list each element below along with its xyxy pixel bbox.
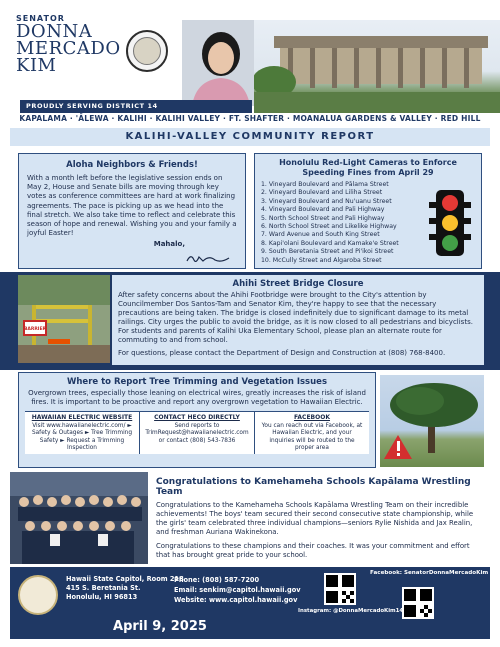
option-contact-heading: CONTACT HECO DIRECTLY	[154, 414, 240, 421]
qr-code-icon[interactable]	[402, 587, 434, 619]
wrestling-team-photo	[10, 472, 148, 564]
qr-code-icon[interactable]	[324, 573, 356, 605]
option-contact-body: Send reports to TrimRequest@hawaiianelectric.com or contact (808) 543-7836	[145, 423, 249, 444]
report-title: KALIHI-VALLEY COMMUNITY REPORT	[10, 128, 490, 146]
tree-photo	[380, 375, 484, 467]
barrier-sign-text: BARRIER	[23, 327, 47, 332]
list-item: 4. Vineyard Boulevard and Pali Highway	[261, 206, 385, 214]
list-item: 2. Vineyard Boulevard and Liliha Street	[261, 189, 383, 197]
red-light-cameras-box	[254, 153, 482, 269]
option-contact	[140, 412, 255, 454]
cameras-title: Honolulu Red-Light Cameras to Enforce Speeding Fines from April 29	[279, 158, 457, 177]
bridge-contact: For questions, please contact the Department of Design and Construction at (808) 768-8400.	[118, 349, 446, 357]
name-line-1: DONNA	[16, 21, 93, 42]
state-senate-seal-icon	[126, 30, 168, 72]
website-link[interactable]: Website: www.capitol.hawaii.gov	[174, 596, 298, 604]
instagram-handle: Instagram: @DonnaMercadoKim14	[298, 608, 404, 614]
publication-date: April 9, 2025	[113, 619, 207, 634]
list-item: 1. Vineyard Boulevard and Pālama Street	[261, 181, 389, 188]
name-line-3: KIM	[16, 55, 57, 76]
aloha-title: Aloha Neighbors & Friends!	[66, 160, 198, 170]
bridge-closure-box	[112, 275, 484, 365]
email-link[interactable]: Email: senkim@capitol.hawaii.gov	[174, 586, 301, 594]
footer	[10, 567, 490, 639]
aloha-body: With a month left before the legislative session ends on May 2, House and Senate bills are moving through key votes as conference committees are hard at work finalizing agreements. The pace is picking up as we head into the final stretch. We also take time to reflect and celebrate this season of hope and renewal. Wishing you and your family a joyful Easter!	[27, 174, 237, 238]
option-facebook-body: You can reach out via Facebook, at Hawaiian Electric, and your inquiries will be routed to the proper area	[261, 423, 363, 451]
masthead	[10, 10, 490, 110]
wrestling-body-2: Congratulations to these champions and their coaches. It was your commitment and effort that has brought great pride to your school.	[156, 542, 470, 559]
option-website-body: Visit www.hawaiianelectric.com/ ► Safety & Outages ► Tree Trimming Safety ► Request a Trimming Inspection	[31, 423, 133, 451]
aloha-closing: Mahalo,	[153, 240, 185, 248]
option-facebook	[255, 412, 369, 454]
signature-icon	[185, 251, 231, 265]
state-seal-icon	[18, 575, 58, 615]
facebook-handle: Facebook: SenatorDonnaMercadoKim	[370, 570, 489, 576]
senator-portrait	[182, 20, 260, 106]
option-website-heading: HAWAIIAN ELECTRIC WEBSITE	[31, 414, 133, 421]
list-item: 7. Ward Avenue and South King Street	[261, 231, 380, 239]
neighborhood-list: KAPALAMA · 'ĀLEWA · KALIHI · KALIHI VALLEY · FT. SHAFTER · MOANALUA GARDENS & VALLEY · RED HILL	[19, 114, 481, 123]
traffic-light-icon	[427, 186, 473, 258]
bridge-title: Ahihi Street Bridge Closure	[232, 279, 364, 289]
bridge-body: After safety concerns about the Ahihi Footbridge were brought to the City's attention by Councilmember Dos Santos-Tam and Senator Kim, they're happy to see that the necessary precautions are being taken. The bridge is closed indefinitely due to significant damage to its metal railings. City urges the public to avoid the bridge, as it is now closed to all pedestrians and bicyclists. For students and parents of Kalihi Uka Elementary School, please plan an alternate route for commuting to and from school.	[118, 291, 473, 344]
contact-info	[174, 575, 301, 605]
senator-label: SENATOR	[16, 14, 65, 23]
tree-trimming-box	[18, 372, 376, 468]
option-website	[25, 412, 140, 454]
address-line-2: 415 S. Beretania St.	[66, 584, 141, 592]
trees-lead: Overgrown trees, especially those leaning on electrical wires, greatly increases the risk of island fires. It is important to be proactive and report any overgrown vegetation to Hawaiian Electric.	[28, 389, 366, 406]
list-item: 6. North School Street and Likelike Highway	[261, 223, 397, 231]
capitol-photo	[254, 20, 500, 113]
option-facebook-heading: FACEBOOK	[294, 414, 330, 421]
trees-title: Where to Report Tree Trimming and Vegetation Issues	[67, 377, 327, 387]
district-banner: PROUDLY SERVING DISTRICT 14	[20, 100, 252, 113]
list-item: 5. North School Street and Pali Highway	[261, 214, 385, 222]
list-item: 9. South Beretania Street and Pi'ikoi Street	[261, 248, 394, 256]
wrestling-body-1: Congratulations to the Kamehameha Schools Kapālama Wrestling Team on their incredible achievements! The boys' team secured their second consecutive state championship, while the girls' team celebrated three individual champions—seniors Rylie Nishida and Jax Realin, and freshman Auriana Wakinekona.	[156, 501, 474, 536]
tree-report-options	[25, 411, 369, 454]
list-item: 8. Kapi'olani Boulevard and Kamake'e Street	[261, 239, 399, 247]
office-address	[66, 575, 184, 602]
phone-text: Phone: (808) 587-7200	[174, 576, 260, 584]
aloha-message-box	[18, 153, 246, 269]
list-item: 10. McCully Street and Algaroba Street	[261, 256, 382, 264]
address-line-3: Honolulu, HI 96813	[66, 593, 138, 601]
wrestling-congrats-section	[150, 474, 490, 564]
address-line-1: Hawaii State Capitol, Room 218	[66, 575, 184, 583]
name-line-2: MERCADO	[16, 38, 121, 59]
bridge-closure-photo	[18, 275, 110, 363]
list-item: 3. Vineyard Boulevard and Nu'uanu Street	[261, 197, 392, 205]
wrestling-title: Congratulations to Kamehameha Schools Kapālama Wrestling Team	[156, 477, 471, 497]
